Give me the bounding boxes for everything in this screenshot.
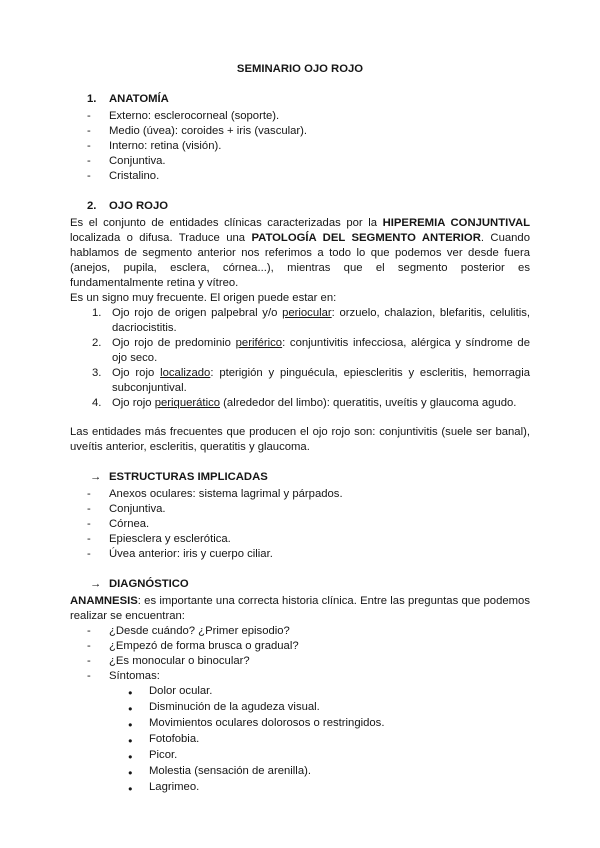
text-run: Dolor ocular.: [149, 685, 213, 697]
bullet-icon: ●: [128, 768, 133, 777]
text-run: PATOLOGÍA DEL SEGMENTO ANTERIOR: [251, 232, 481, 244]
text: [109, 624, 530, 639]
text-run: : es importante una correcta historia clínica. Entre las preguntas que podemos realizar se encuentran:: [70, 595, 530, 622]
bullet-item: [70, 780, 530, 796]
text: [112, 396, 530, 411]
text: [109, 92, 530, 107]
dash-marker: -: [87, 110, 91, 122]
dash-item: [70, 547, 530, 562]
text-run: Fotofobia.: [149, 733, 200, 745]
text-run: Ojo rojo de predominio: [112, 337, 236, 349]
text-run: DIAGNÓSTICO: [109, 578, 189, 590]
text-run: Molestia (sensación de arenilla).: [149, 765, 312, 777]
text-run: Movimientos oculares dolorosos o restringidos.: [149, 717, 385, 729]
bullet-icon: ●: [128, 704, 133, 713]
dash-item: [70, 669, 530, 684]
text: [149, 700, 530, 716]
dash-marker: -: [87, 670, 91, 682]
dash-marker: -: [87, 548, 91, 560]
dash-marker: -: [87, 503, 91, 515]
text-run: Las entidades más frecuentes que producen el ojo rojo son: conjuntivitis (suele ser banal), uveítis anterior, escleritis, queratitis y glaucoma.: [70, 426, 530, 453]
text: [109, 487, 530, 502]
text-run: Disminución de la agudeza visual.: [149, 701, 320, 713]
list-number: 3.: [92, 367, 102, 379]
dash-item: [70, 487, 530, 502]
dash-marker: -: [87, 170, 91, 182]
text-run: ESTRUCTURAS IMPLICADAS: [109, 471, 268, 483]
text: [112, 306, 530, 336]
num-item: [70, 306, 530, 336]
text: [109, 109, 530, 124]
text-run: Picor.: [149, 749, 178, 761]
text-run: Cristalino.: [109, 170, 160, 182]
text: [149, 732, 530, 748]
dash-item: [70, 139, 530, 154]
arrow-icon: →: [90, 578, 102, 590]
text-run: periquerático: [154, 397, 221, 409]
text-run: Medio (úvea): coroides + iris (vascular).: [109, 125, 308, 137]
text: [109, 517, 530, 532]
text-run: Conjuntiva.: [109, 503, 166, 515]
text-run: Córnea.: [109, 518, 150, 530]
bullet-icon: ●: [128, 736, 133, 745]
bullet-item: [70, 764, 530, 780]
text-run: : pterigión y pinguécula, epiescleritis y escleritis, hemorragia subconjuntival.: [112, 367, 530, 394]
text: [109, 470, 530, 485]
text-run: : orzuelo, chalazion, blefaritis, celulitis, dacriocistitis.: [112, 307, 531, 334]
text: [109, 577, 530, 592]
text: [109, 502, 530, 517]
text-run: Externo: esclerocorneal (soporte).: [109, 110, 280, 122]
dash-item: [70, 154, 530, 169]
list-number: 4.: [92, 397, 102, 409]
dash-marker: -: [87, 625, 91, 637]
para: [70, 291, 530, 306]
num-heading: [70, 199, 530, 214]
bullet-item: [70, 700, 530, 716]
dash-item: [70, 502, 530, 517]
dash-marker: -: [87, 155, 91, 167]
text: [109, 532, 530, 547]
text-run: Úvea anterior: iris y cuerpo ciliar.: [109, 548, 273, 560]
bullet-item: [70, 684, 530, 700]
num-heading: [70, 92, 530, 107]
text: [109, 669, 530, 684]
text-run: ¿Desde cuándo? ¿Primer episodio?: [109, 625, 290, 637]
text-run: ¿Empezó de forma brusca o gradual?: [109, 640, 299, 652]
heading-number: 2.: [87, 200, 97, 212]
text-run: (alrededor del limbo): queratitis, uveítis y glaucoma agudo.: [220, 397, 517, 409]
text: [149, 748, 530, 764]
bullet-icon: ●: [128, 688, 133, 697]
text: [109, 124, 530, 139]
heading-number: 1.: [87, 93, 97, 105]
bullet-icon: ●: [128, 720, 133, 729]
arrow-heading: [70, 577, 530, 592]
bullet-icon: ●: [128, 752, 133, 761]
bullet-item: [70, 716, 530, 732]
dash-item: [70, 109, 530, 124]
num-item: [70, 336, 530, 366]
bullet-icon: ●: [128, 784, 133, 793]
text: [149, 684, 530, 700]
text: [149, 780, 530, 796]
text: [109, 139, 530, 154]
text: [109, 154, 530, 169]
document-title: SEMINARIO OJO ROJO: [236, 63, 364, 75]
text-run: localizada o difusa. Traduce una: [70, 232, 252, 244]
text: [109, 654, 530, 669]
text-run: : conjuntivitis infecciosa, alérgica y síndrome de ojo seco.: [112, 337, 530, 364]
list-number: 1.: [92, 307, 102, 319]
dash-marker: -: [87, 533, 91, 545]
text: [109, 169, 530, 184]
text-run: Es un signo muy frecuente. El origen puede estar en:: [70, 292, 337, 304]
num-item: [70, 396, 530, 411]
dash-marker: -: [87, 655, 91, 667]
text-run: ANAMNESIS: [70, 595, 138, 607]
text-run: localizado: [160, 367, 211, 379]
para: [70, 594, 530, 624]
bullet-item: [70, 732, 530, 748]
text: [109, 199, 530, 214]
dash-marker: -: [87, 640, 91, 652]
bullet-item: [70, 748, 530, 764]
text-run: Anexos oculares: sistema lagrimal y párpados.: [109, 488, 343, 500]
text: [112, 336, 530, 366]
dash-item: [70, 654, 530, 669]
text: [109, 639, 530, 654]
arrow-icon: →: [90, 471, 102, 483]
dash-marker: -: [87, 518, 91, 530]
para: [70, 425, 530, 455]
text-run: Síntomas:: [109, 670, 160, 682]
text-run: Lagrimeo.: [149, 781, 200, 793]
text-run: Conjuntiva.: [109, 155, 166, 167]
dash-item: [70, 169, 530, 184]
dash-item: [70, 124, 530, 139]
dash-item: [70, 639, 530, 654]
text-run: . Cuando hablamos de segmento anterior nos referimos a todo lo que podemos ver desde fuera (anejos, pupila, esclera, córnea...), mientras que el segmento posterior es fundamentalmente retina y vítreo.: [70, 232, 530, 289]
text-run: Ojo rojo: [112, 367, 161, 379]
text-run: ANATOMÍA: [109, 93, 169, 105]
text-run: periocular: [282, 307, 332, 319]
text-run: Ojo rojo: [112, 397, 155, 409]
text: [112, 366, 530, 396]
text-run: Es el conjunto de entidades clínicas caracterizadas por la: [70, 217, 383, 229]
num-item: [70, 366, 530, 396]
text-run: ¿Es monocular o binocular?: [109, 655, 250, 667]
arrow-heading: [70, 470, 530, 485]
para: [70, 216, 530, 291]
dash-marker: -: [87, 488, 91, 500]
text: [149, 716, 530, 732]
document-body: [70, 92, 530, 796]
dash-item: [70, 624, 530, 639]
text-run: OJO ROJO: [109, 200, 169, 212]
dash-marker: -: [87, 140, 91, 152]
text: [109, 547, 530, 562]
text-run: Epiesclera y esclerótica.: [109, 533, 231, 545]
text-run: Ojo rojo de origen palpebral y/o: [112, 307, 283, 319]
text-run: HIPEREMIA CONJUNTIVAL: [382, 217, 531, 229]
text-run: periférico: [235, 337, 283, 349]
text: [149, 764, 530, 780]
dash-marker: -: [87, 125, 91, 137]
list-number: 2.: [92, 337, 102, 349]
dash-item: [70, 517, 530, 532]
text-run: Interno: retina (visión).: [109, 140, 222, 152]
dash-item: [70, 532, 530, 547]
